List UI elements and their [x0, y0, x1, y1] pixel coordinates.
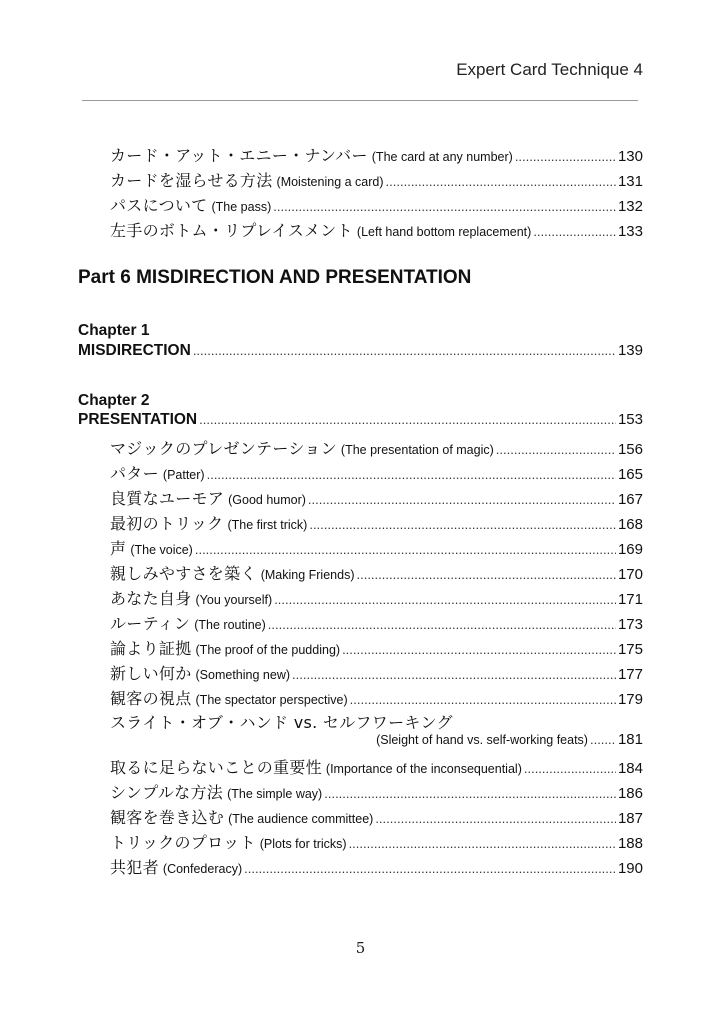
- entry-title-jp: 論より証拠: [110, 639, 192, 658]
- entry-title-jp: シンプルな方法: [110, 783, 224, 802]
- toc-entry: [110, 755, 643, 778]
- dot-leader: [375, 811, 616, 826]
- page-number: 179: [617, 691, 643, 708]
- page-number: 139: [617, 342, 643, 359]
- page-number: 188: [617, 835, 643, 852]
- toc-entry: [110, 461, 643, 484]
- dot-leader: [195, 542, 616, 557]
- toc-entry: [110, 611, 643, 634]
- entry-title-jp: カードを湿らせる方法: [110, 171, 273, 190]
- toc-entry: [110, 661, 643, 684]
- page-number: 186: [617, 785, 643, 802]
- entry-title-en: (The first trick): [227, 518, 308, 532]
- entry-title-en: (Left hand bottom replacement): [356, 225, 532, 239]
- dot-leader: [273, 199, 616, 214]
- entry-title-jp: 左手のボトム・リプレイスメント: [110, 221, 353, 240]
- page-number: 168: [617, 516, 643, 533]
- dot-leader: [207, 467, 616, 482]
- running-header: Expert Card Technique 4: [456, 60, 643, 79]
- entry-title-en: (Making Friends): [260, 568, 355, 582]
- entry-title-en: (The pass): [211, 200, 272, 214]
- header-rule: [82, 100, 638, 101]
- toc-entry: [110, 780, 643, 803]
- dot-leader: [590, 732, 616, 747]
- entry-title-en: (Moistening a card): [276, 175, 384, 189]
- page-number: 171: [617, 591, 643, 608]
- dot-leader: [324, 786, 616, 801]
- part-heading: Part 6 MISDIRECTION AND PRESENTATION: [78, 267, 472, 288]
- dot-leader: [349, 836, 616, 851]
- entry-title-jp: 新しい何か: [110, 664, 192, 683]
- dot-leader: [308, 492, 616, 507]
- page-number: 156: [617, 441, 643, 458]
- toc-entry: [110, 731, 643, 748]
- dot-leader: [342, 642, 616, 657]
- page-number: 165: [617, 466, 643, 483]
- entry-title-jp: スライト・オブ・ハンド vs. セルフワーキング: [110, 713, 453, 732]
- page-number: 130: [617, 148, 643, 165]
- page-number: 169: [617, 541, 643, 558]
- entry-title-en: (You yourself): [195, 593, 273, 607]
- dot-leader: [515, 149, 616, 164]
- page-number: 175: [617, 641, 643, 658]
- page-number: 133: [617, 223, 643, 240]
- page-number: 132: [617, 198, 643, 215]
- dot-leader: [356, 567, 615, 582]
- entry-title-en: (Patter): [162, 468, 205, 482]
- entry-title-en: (The card at any number): [371, 150, 513, 164]
- entry-title-jp: パター: [110, 464, 159, 483]
- chapter-entry: [78, 411, 643, 429]
- page-number: 153: [617, 411, 643, 428]
- chapter-title: MISDIRECTION: [78, 342, 191, 359]
- toc-entry: [110, 486, 643, 509]
- entry-title-en: (Plots for tricks): [259, 837, 347, 851]
- entry-title-en: (The proof of the pudding): [195, 643, 341, 657]
- chapter-title: PRESENTATION: [78, 411, 198, 428]
- toc-entry: [110, 855, 643, 878]
- chapter-entry: [78, 342, 643, 360]
- toc-entry: [110, 218, 643, 241]
- toc-entry: [110, 143, 643, 166]
- entry-title-jp: 観客の視点: [110, 689, 192, 708]
- entry-title-en: (Confederacy): [162, 862, 243, 876]
- toc-entry: [110, 686, 643, 709]
- entry-title-en: (Importance of the inconsequential): [325, 762, 522, 776]
- entry-title-jp: 良質なユーモア: [110, 489, 225, 508]
- entry-title-en: (Good humor): [228, 493, 306, 507]
- entry-title-jp: 声: [110, 539, 127, 558]
- entry-title-jp: 親しみやすさを築く: [110, 564, 257, 583]
- dot-leader: [533, 224, 616, 239]
- page-number: 184: [617, 760, 643, 777]
- entry-title-en: (The presentation of magic): [340, 443, 494, 457]
- toc-entry: [110, 586, 643, 609]
- entry-title-jp: 最初のトリック: [110, 514, 224, 533]
- page-number: 131: [617, 173, 643, 190]
- dot-leader: [309, 517, 616, 532]
- page-number: 187: [617, 810, 643, 827]
- entry-title-jp: マジックのプレゼンテーション: [110, 439, 337, 458]
- toc-entry: [110, 511, 643, 534]
- dot-leader: [244, 861, 616, 876]
- entry-title-jp: カード・アット・エニー・ナンバー: [110, 146, 368, 165]
- dot-leader: [350, 692, 616, 707]
- page-number: 177: [617, 666, 643, 683]
- entry-title-en: (The routine): [194, 618, 266, 632]
- entry-title-jp: 取るに足らないことの重要性: [110, 758, 322, 777]
- chapter-label: Chapter 1: [78, 322, 150, 339]
- entry-title-jp: トリックのプロット: [110, 833, 256, 852]
- toc-entry: [110, 561, 643, 584]
- toc-entry: [110, 830, 643, 853]
- entry-title-en: (Something new): [195, 668, 291, 682]
- dot-leader: [292, 667, 616, 682]
- dot-leader: [524, 761, 616, 776]
- page-number: 190: [617, 860, 643, 877]
- page-number: 173: [617, 616, 643, 633]
- page-number: 181: [617, 731, 643, 748]
- entry-title-en: (Sleight of hand vs. self-working feats): [376, 733, 588, 747]
- page-number: 170: [617, 566, 643, 583]
- toc-entry: [110, 536, 643, 559]
- entry-title-en: (The voice): [130, 543, 193, 557]
- toc-entry: [110, 636, 643, 659]
- toc-entry: [110, 193, 643, 216]
- page-folio: 5: [355, 939, 366, 957]
- entry-title-jp: 共犯者: [110, 858, 159, 877]
- dot-leader: [199, 412, 616, 427]
- entry-title-jp: あなた自身: [110, 589, 192, 608]
- chapter-label: Chapter 2: [78, 392, 150, 409]
- dot-leader: [274, 592, 616, 607]
- toc-entry: [110, 168, 643, 191]
- toc-entry: [110, 805, 643, 828]
- entry-title-jp: ルーティン: [110, 614, 191, 633]
- entry-title-en: (The spectator perspective): [195, 693, 348, 707]
- dot-leader: [386, 174, 616, 189]
- entry-title-en: (The audience committee): [228, 812, 374, 826]
- toc-entry: [110, 436, 643, 459]
- entry-title-jp: 観客を巻き込む: [110, 808, 225, 827]
- dot-leader: [193, 343, 616, 358]
- entry-title-jp: パスについて: [110, 196, 208, 215]
- dot-leader: [496, 442, 616, 457]
- page-number: 167: [617, 491, 643, 508]
- dot-leader: [268, 617, 616, 632]
- entry-title-en: (The simple way): [227, 787, 323, 801]
